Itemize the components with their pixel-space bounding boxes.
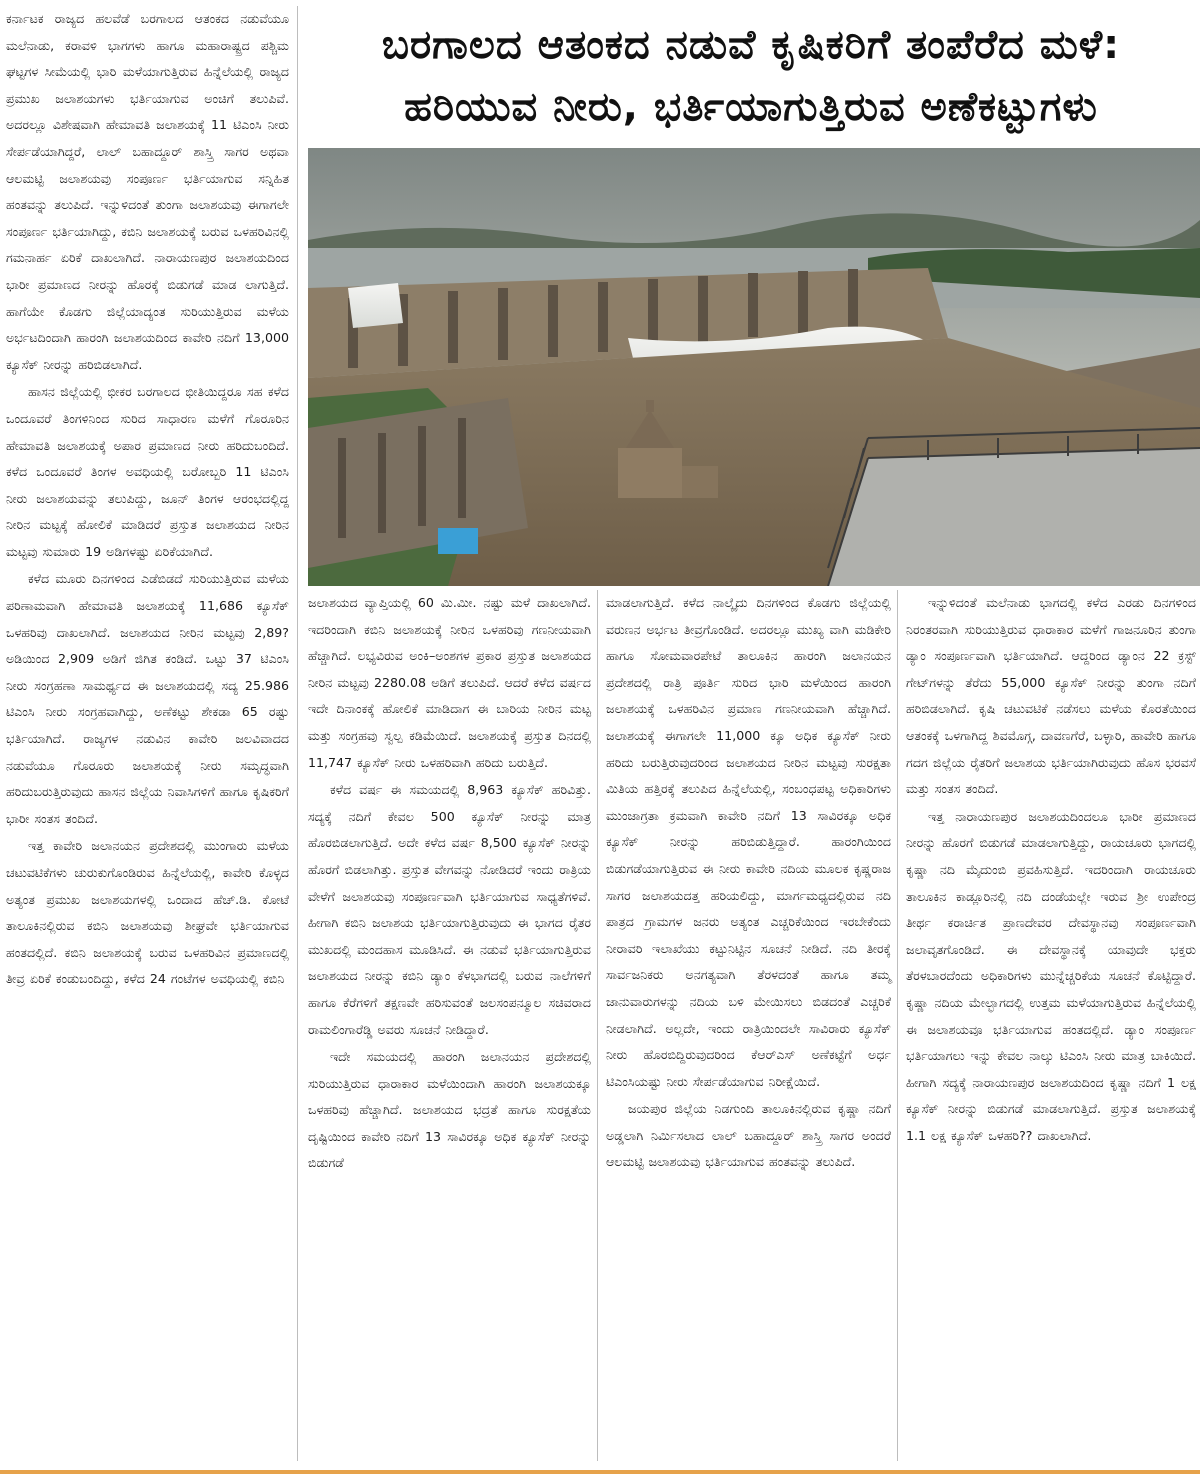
col1-paragraph-3: ಇದೇ ಸಮಯದಲ್ಲಿ ಹಾರಂಗಿ ಜಲಾನಯನ ಪ್ರದೇಶದಲ್ಲಿ ಸುರಿಯುತ್ತಿರುವ ಧಾರಾಕಾರ ಮಳೆಯಿಂದಾಗಿ ಹಾರಂಗಿ ಜಲಾಶಯಕ್ಕೂ ಒಳಹರಿವು ಹೆಚ್ಚಾಗಿದೆ. ಜಲಾಶಯದ ಭದ್ರತೆ ಹಾಗೂ ಸುರಕ್ಷತೆಯ ದೃಷ್ಟಿಯಿಂದ ಕಾವೇರಿ ನದಿಗೆ 13 ಸಾವಿರಕ್ಕೂ ಅಧಿಕ ಕ್ಯೂಸೆಕ್ ನೀರನ್ನು ಬಿಡುಗಡೆ [308, 1049, 591, 1171]
dam-illustration [308, 148, 1200, 586]
article-column-3 [906, 590, 1196, 1461]
left-article-column [6, 6, 298, 1461]
headline-line-2: ಹರಿಯುವ ನೀರು, ಭರ್ತಿಯಾಗುತ್ತಿರುವ ಅಣೆಕಟ್ಟುಗಳು [404, 84, 1098, 130]
col2-paragraph-2: ಜಯಪುರ ಜಿಲ್ಲೆಯ ನಿಡಗುಂದಿ ತಾಲೂಕಿನಲ್ಲಿರುವ ಕೃಷ್ಣಾ ನದಿಗೆ ಅಡ್ಡಲಾಗಿ ನಿರ್ಮಿಸಲಾದ ಲಾಲ್ ಬಹಾದ್ದೂರ್ ಶಾಸ್ತ್ರಿ ಸಾಗರ ಅಂದರೆ ಆಲಮಟ್ಟಿ ಜಲಾಶಯವು ಭರ್ತಿಯಾಗುವ ಹಂತವನ್ನು ತಲುಪಿದೆ. [606, 1101, 891, 1170]
left-paragraph-1: ಕರ್ನಾಟಕ ರಾಜ್ಯದ ಹಲವೆಡೆ ಬರಗಾಲದ ಆತಂಕದ ನಡುವೆಯೂ ಮಲೆನಾಡು, ಕರಾವಳಿ ಭಾಗಗಳು ಹಾಗೂ ಮಹಾರಾಷ್ಟ್ರದ ಪಶ್ಚಿಮ ಘಟ್ಟಗಳ ಸೀಮೆಯಲ್ಲಿ ಭಾರಿ ಮಳೆಯಾಗುತ್ತಿರುವ ಹಿನ್ನೆಲೆಯಲ್ಲಿ ರಾಜ್ಯದ ಪ್ರಮುಖ ಜಲಾಶಯಗಳು ಭರ್ತಿಯಾಗುವ ಅಂಚಿಗೆ ತಲುಪಿವೆ. ಅದರಲ್ಲೂ ವಿಶೇಷವಾಗಿ ಹೇಮಾವತಿ ಜಲಾಶಯಕ್ಕೆ 11 ಟಿಎಂಸಿ ನೀರು ಸೇರ್ಪಡೆಯಾಗಿದ್ದರೆ, ಲಾಲ್ ಬಹಾದ್ದೂರ್ ಶಾಸ್ತ್ರಿ ಸಾಗರ ಅಥವಾ ಆಲಮಟ್ಟಿ ಜಲಾಶಯವು ಸಂಪೂರ್ಣ ಭರ್ತಿಯಾಗುವ ಸನ್ನಿಹಿತ ಹಂತವನ್ನು ತಲುಪಿದೆ. ಇನ್ನುಳಿದಂತೆ ತುಂಗಾ ಜಲಾಶಯವು ಈಗಾಗಲೇ ಸಂಪೂರ್ಣ ಭರ್ತಿಯಾಗಿದ್ದು, ಕಬಿನಿ ಜಲಾಶಯಕ್ಕೆ ಬರುವ ಒಳಹರಿವಿನಲ್ಲಿ ಗಮನಾರ್ಹ ಏರಿಕೆ ದಾಖಲಾಗಿದೆ. ನಾರಾಯಣಪುರ ಜಲಾಶಯದಿಂದ ಭಾರೀ ಪ್ರಮಾಣದ ನೀರನ್ನು ಹೊರಕ್ಕೆ ಬಿಡುಗಡೆ ಮಾಡ ಲಾಗುತ್ತಿದೆ. ಹಾಗೆಯೇ ಕೊಡಗು ಜಿಲ್ಲೆಯಾದ್ಯಂತ ಸುರಿಯುತ್ತಿರುವ ಮಳೆಯ ಅರ್ಭಟದಿಂದಾಗಿ ಹಾರಂಗಿ ಜಲಾಶಯದಿಂದ ಕಾವೇರಿ ನದಿಗೆ 13,000 ಕ್ಯೂಸೆಕ್ ನೀರನ್ನು ಹರಿಬಿಡಲಾಗಿದೆ. [6, 11, 289, 372]
col2-paragraph-1: ಮಾಡಲಾಗುತ್ತಿದೆ. ಕಳೆದ ನಾಲ್ಕೈದು ದಿನಗಳಿಂದ ಕೊಡಗು ಜಿಲ್ಲೆಯಲ್ಲಿ ವರುಣನ ಅರ್ಭಟ ತೀವ್ರಗೊಂಡಿದೆ. ಅದರಲ್ಲೂ ಮುಖ್ಯ ವಾಗಿ ಮಡಿಕೇರಿ ಹಾಗೂ ಸೋಮವಾರಪೇಟೆ ತಾಲೂಕಿನ ಹಾರಂಗಿ ಜಲಾನಯನ ಪ್ರದೇಶದಲ್ಲಿ ರಾತ್ರಿ ಪೂರ್ತಿ ಸುರಿದ ಭಾರಿ ಮಳೆಯಿಂದ ಹಾರಂಗಿ ಜಲಾಶಯಕ್ಕೆ ಒಳಹರಿವಿನ ಪ್ರಮಾಣ ಗಣನೀಯವಾಗಿ ಹೆಚ್ಚಾಗಿದೆ. ಜಲಾಶಯಕ್ಕೆ ಈಗಾಗಲೇ 11,000 ಕ್ಕೂ ಅಧಿಕ ಕ್ಯೂಸೆಕ್ ನೀರು ಹರಿದು ಬರುತ್ತಿರುವುದರಿಂದ ಜಲಾಶಯದ ನೀರಿನ ಮಟ್ಟವು ಸುರಕ್ಷತಾ ಮಿತಿಯ ಹತ್ತಿರಕ್ಕೆ ತಲುಪಿದ ಹಿನ್ನೆಲೆಯಲ್ಲಿ, ಸಂಬಂಧಪಟ್ಟ ಅಧಿಕಾರಿಗಳು ಮುಂಜಾಗ್ರತಾ ಕ್ರಮವಾಗಿ ಕಾವೇರಿ ನದಿಗೆ 13 ಸಾವಿರಕ್ಕೂ ಅಧಿಕ ಕ್ಯೂಸೆಕ್ ನೀರನ್ನು ಹರಿಬಿಡುತ್ತಿದ್ದಾರೆ. ಹಾರಂಗಿಯಿಂದ ಬಿಡುಗಡೆಯಾಗುತ್ತಿರುವ ಈ ನೀರು ಕಾವೇರಿ ನದಿಯ ಮೂಲಕ ಕೃಷ್ಣರಾಜ ಸಾಗರ ಜಲಾಶಯದತ್ತ ಹರಿಯಲಿದ್ದು, ಮಾರ್ಗಮಧ್ಯದಲ್ಲಿರುವ ನದಿ ಪಾತ್ರದ ಗ್ರಾಮಗಳ ಜನರು ಅತ್ಯಂತ ಎಚ್ಚರಿಕೆಯಿಂದ ಇರಬೇಕೆಂದು ನೀರಾವರಿ ಇಲಾಖೆಯು ಕಟ್ಟುನಿಟ್ಟಿನ ಸೂಚನೆ ನೀಡಿದೆ. ನದಿ ತೀರಕ್ಕೆ ಸಾರ್ವಜನಿಕರು ಅನಗತ್ಯವಾಗಿ ತೆರಳದಂತೆ ಹಾಗೂ ತಮ್ಮ ಜಾನುವಾರುಗಳನ್ನು ನದಿಯ ಬಳಿ ಮೇಯಿಸಲು ಬಿಡದಂತೆ ಎಚ್ಚರಿಕೆ ನೀಡಲಾಗಿದೆ. ಅಲ್ಲದೇ, ಇಂದು ರಾತ್ರಿಯಿಂದಲೇ ಸಾವಿರಾರು ಕ್ಯೂಸೆಕ್ ನೀರು ಹೊರಬಿದ್ದಿರುವುದರಿಂದ ಕೆಆರ್‌ಎಸ್ ಅಣೆಕಟ್ಟೆಗೆ ಅರ್ಧ ಟಿಎಂಸಿಯಷ್ಟು ನೀರು ಸೇರ್ಪಡೆಯಾಗುವ ನಿರೀಕ್ಷೆಯಿದೆ. [606, 595, 891, 1089]
col1-paragraph-2: ಕಳೆದ ವರ್ಷ ಈ ಸಮಯದಲ್ಲಿ 8,963 ಕ್ಯೂಸೆಕ್ ಹರಿವಿತ್ತು. ಸದ್ಯಕ್ಕೆ ನದಿಗೆ ಕೇವಲ 500 ಕ್ಯೂಸೆಕ್ ನೀರನ್ನು ಮಾತ್ರ ಹೊರಬಿಡಲಾಗುತ್ತಿದೆ. ಅದೇ ಕಳೆದ ವರ್ಷ 8,500 ಕ್ಯೂಸೆಕ್ ನೀರನ್ನು ಹೊರಗೆ ಬಿಡಲಾಗಿತ್ತು. ಪ್ರಸ್ತುತ ವೇಗವನ್ನು ನೋಡಿದರೆ ಇಂದು ರಾತ್ರಿಯ ವೇಳೆಗೆ ಜಲಾಶಯವು ಸಂಪೂರ್ಣವಾಗಿ ಭರ್ತಿಯಾಗುವ ಸಾಧ್ಯತೆಗಳಿವೆ. ಹೀಗಾಗಿ ಕಬಿನಿ ಜಲಾಶಯ ಭರ್ತಿಯಾಗುತ್ತಿರುವುದು ಈ ಭಾಗದ ರೈತರ ಮುಖದಲ್ಲಿ ಮಂದಹಾಸ ಮೂಡಿಸಿದೆ. ಈ ನಡುವೆ ಭರ್ತಿಯಾಗುತ್ತಿರುವ ಜಲಾಶಯದ ನೀರನ್ನು ಕಬಿನಿ ಡ್ಯಾಂ ಕೆಳಭಾಗದಲ್ಲಿ ಬರುವ ನಾಲೆಗಳಿಗೆ ಹಾಗೂ ಕೆರೆಗಳಿಗೆ ತಕ್ಷಣವೇ ಹರಿಸುವಂತೆ ಜಲಸಂಪನ್ಮೂಲ ಸಚಿವರಾದ ರಾಮಲಿಂಗಾರೆಡ್ಡಿ ಅವರು ಸೂಚನೆ ನೀಡಿದ್ದಾರೆ. [308, 782, 591, 1037]
headline-line-1: ಬರಗಾಲದ ಆತಂಕದ ನಡುವೆ ಕೃಷಿಕರಿಗೆ ತಂಪೆರೆದ ಮಳೆ: [381, 22, 1121, 68]
bottom-accent-rule [0, 1470, 1200, 1474]
page-headline [306, 14, 1196, 142]
viewing-deck [828, 448, 1200, 586]
dam-photo [308, 148, 1200, 586]
left-paragraph-4: ಇತ್ತ ಕಾವೇರಿ ಜಲಾನಯನ ಪ್ರದೇಶದಲ್ಲಿ ಮುಂಗಾರು ಮಳೆಯ ಚಟುವಟಿಕೆಗಳು ಚುರುಕುಗೊಂಡಿರುವ ಹಿನ್ನೆಲೆಯಲ್ಲಿ, ಕಾವೇರಿ ಕೊಳ್ಳದ ಅತ್ಯಂತ ಪ್ರಮುಖ ಜಲಾಶಯಗಳಲ್ಲಿ ಒಂದಾದ ಹೆಚ್.ಡಿ. ಕೋಟೆ ತಾಲೂಕಿನಲ್ಲಿರುವ ಕಬಿನಿ ಜಲಾಶಯವು ಶೀಘ್ರವೇ ಭರ್ತಿಯಾಗುವ ಹಂತದಲ್ಲಿದೆ. ಕಬಿನಿ ಜಲಾಶಯಕ್ಕೆ ಬರುವ ಒಳಹರಿವಿನ ಪ್ರಮಾಣದಲ್ಲಿ ತೀವ್ರ ಏರಿಕೆ ಕಂಡುಬಂದಿದ್ದು, ಕಳೆದ 24 ಗಂಟೆಗಳ ಅವಧಿಯಲ್ಲಿ ಕಬಿನಿ [6, 838, 289, 987]
left-paragraph-2: ಹಾಸನ ಜಿಲ್ಲೆಯಲ್ಲಿ ಭೀಕರ ಬರಗಾಲದ ಭೀತಿಯಿದ್ದರೂ ಸಹ ಕಳೆದ ಒಂದೂವರೆ ತಿಂಗಳಿನಿಂದ ಸುರಿದ ಸಾಧಾರಣ ಮಳೆಗೆ ಗೊರೂರಿನ ಹೇಮಾವತಿ ಜಲಾಶಯಕ್ಕೆ ಅಪಾರ ಪ್ರಮಾಣದ ನೀರು ಹರಿದುಬಂದಿದೆ. ಕಳೆದ ಒಂದೂವರೆ ತಿಂಗಳ ಅವಧಿಯಲ್ಲಿ ಬರೋಬ್ಬರಿ 11 ಟಿಎಂಸಿ ನೀರು ಜಲಾಶಯವನ್ನು ತಲುಪಿದ್ದು, ಜೂನ್ ತಿಂಗಳ ಆರಂಭದಲ್ಲಿದ್ದ ನೀರಿನ ಮಟ್ಟಕ್ಕೆ ಹೋಲಿಕೆ ಮಾಡಿದರೆ ಪ್ರಸ್ತುತ ಜಲಾಶಯದ ನೀರಿನ ಮಟ್ಟವು ಸುಮಾರು 19 ಅಡಿಗಳಷ್ಟು ಏರಿಕೆಯಾಗಿದೆ. [6, 384, 289, 559]
article-column-1 [308, 590, 598, 1461]
left-paragraph-3: ಕಳೆದ ಮೂರು ದಿನಗಳಿಂದ ಎಡೆಬಿಡದೆ ಸುರಿಯುತ್ತಿರುವ ಮಳೆಯ ಪರಿಣಾಮವಾಗಿ ಹೇಮಾವತಿ ಜಲಾಶಯಕ್ಕೆ 11,686 ಕ್ಯೂಸೆಕ್ ಒಳಹರಿವು ದಾಖಲಾಗಿದೆ. ಜಲಾಶಯದ ನೀರಿನ ಮಟ್ಟವು 2,89? ಅಡಿಯಿಂದ 2,909 ಅಡಿಗೆ ಜಿಗಿತ ಕಂಡಿದೆ. ಒಟ್ಟು 37 ಟಿಎಂಸಿ ನೀರು ಸಂಗ್ರಹಣಾ ಸಾಮರ್ಥ್ಯದ ಈ ಜಲಾಶಯದಲ್ಲಿ ಸದ್ಯ 25.986 ಟಿಎಂಸಿ ನೀರು ಸಂಗ್ರಹವಾಗಿದ್ದು, ಅಣೆಕಟ್ಟು ಶೇಕಡಾ 65 ರಷ್ಟು ಭರ್ತಿಯಾಗಿದೆ. ರಾಜ್ಯಗಳ ನಡುವಿನ ಕಾವೇರಿ ಜಲವಿವಾದದ ನಡುವೆಯೂ ಗೊರೂರು ಜಲಾಶಯಕ್ಕೆ ನೀರು ಸಮೃದ್ಧವಾಗಿ ಹರಿದುಬರುತ್ತಿರುವುದು ಹಾಸನ ಜಿಲ್ಲೆಯ ನಿವಾಸಿಗಳಿಗೆ ಹಾಗೂ ಕೃಷಿಕರಿಗೆ ಭಾರೀ ಸಂತಸ ತಂದಿದೆ. [6, 571, 289, 826]
article-column-2 [606, 590, 898, 1461]
col3-paragraph-2: ಇತ್ತ ನಾರಾಯಣಪುರ ಜಲಾಶಯದಿಂದಲೂ ಭಾರೀ ಪ್ರಮಾಣದ ನೀರನ್ನು ಹೊರಗೆ ಬಿಡುಗಡೆ ಮಾಡಲಾಗುತ್ತಿದ್ದು, ರಾಯಚೂರು ಭಾಗದಲ್ಲಿ ಕೃಷ್ಣಾ ನದಿ ಮೈದುಂಬಿ ಪ್ರವಹಿಸುತ್ತಿದೆ. ಇದರಿಂದಾಗಿ ರಾಯಚೂರು ತಾಲೂಕಿನ ಕಾಡ್ಲೂರಿನಲ್ಲಿ ನದಿ ದಂಡೆಯಲ್ಲೇ ಇರುವ ಶ್ರೀ ಉಪೇಂದ್ರ ತೀರ್ಥ ಕರಾರ್ಚಿತ ಪ್ರಾಣದೇವರ ದೇವಸ್ಥಾನವು ಸಂಪೂರ್ಣವಾಗಿ ಜಲಾವೃತಗೊಂಡಿದೆ. ಈ ದೇವಸ್ಥಾನಕ್ಕೆ ಯಾವುದೇ ಭಕ್ತರು ತೆರಳಬಾರದೆಂದು ಅಧಿಕಾರಿಗಳು ಮುನ್ನೆಚ್ಚರಿಕೆಯ ಸೂಚನೆ ಕೊಟ್ಟಿದ್ದಾರೆ. ಕೃಷ್ಣಾ ನದಿಯ ಮೇಲ್ಭಾಗದಲ್ಲಿ ಉತ್ತಮ ಮಳೆಯಾಗುತ್ತಿರುವ ಹಿನ್ನೆಲೆಯಲ್ಲಿ ಈ ಜಲಾಶಯವೂ ಭರ್ತಿಯಾಗುವ ಹಂತದಲ್ಲಿದೆ. ಡ್ಯಾಂ ಸಂಪೂರ್ಣ ಭರ್ತಿಯಾಗಲು ಇನ್ನು ಕೇವಲ ನಾಲ್ಕು ಟಿಎಂಸಿ ನೀರು ಮಾತ್ರ ಬಾಕಿಯಿದೆ. ಹೀಗಾಗಿ ಸದ್ಯಕ್ಕೆ ನಾರಾಯಣಪುರ ಜಲಾಶಯದಿಂದ ಕೃಷ್ಣಾ ನದಿಗೆ 1 ಲಕ್ಷ ಕ್ಯೂಸೆಕ್ ನೀರನ್ನು ಬಿಡುಗಡೆ ಮಾಡಲಾಗುತ್ತಿದೆ. ಪ್ರಸ್ತುತ ಜಲಾಶಯಕ್ಕೆ 1.1 ಲಕ್ಷ ಕ್ಯೂಸೆಕ್ ಒಳಹರಿ?? ದಾಖಲಾಗಿದೆ. [906, 808, 1196, 1143]
col1-paragraph-1: ಜಲಾಶಯದ ವ್ಯಾಪ್ತಿಯಲ್ಲಿ 60 ಮಿ.ಮೀ. ನಷ್ಟು ಮಳೆ ದಾಖಲಾಗಿದೆ. ಇದರಿಂದಾಗಿ ಕಬಿನಿ ಜಲಾಶಯಕ್ಕೆ ನೀರಿನ ಒಳಹರಿವು ಗಣನೀಯವಾಗಿ ಹೆಚ್ಚಾಗಿದೆ. ಲಭ್ಯವಿರುವ ಅಂಕಿ–ಅಂಶಗಳ ಪ್ರಕಾರ ಪ್ರಸ್ತುತ ಜಲಾಶಯದ ನೀರಿನ ಮಟ್ಟವು 2280.08 ಅಡಿಗೆ ತಲುಪಿದೆ. ಆದರೆ ಕಳೆದ ವರ್ಷದ ಇದೇ ದಿನಾಂಕಕ್ಕೆ ಹೋಲಿಕೆ ಮಾಡಿದಾಗ ಈ ಬಾರಿಯ ನೀರಿನ ಮಟ್ಟ ಮತ್ತು ಸಂಗ್ರಹವು ಸ್ವಲ್ಪ ಕಡಿಮೆಯಿದೆ. ಜಲಾಶಯಕ್ಕೆ ಪ್ರಸ್ತುತ ದಿನದಲ್ಲಿ 11,747 ಕ್ಯೂಸೆಕ್ ನೀರು ಒಳಹರಿವಾಗಿ ಹರಿದು ಬರುತ್ತಿದೆ. [308, 595, 591, 770]
col3-paragraph-1: ಇನ್ನುಳಿದಂತೆ ಮಲೆನಾಡು ಭಾಗದಲ್ಲಿ ಕಳೆದ ಎರಡು ದಿನಗಳಿಂದ ನಿರಂತರವಾಗಿ ಸುರಿಯುತ್ತಿರುವ ಧಾರಾಕಾರ ಮಳೆಗೆ ಗಾಜನೂರಿನ ತುಂಗಾ ಡ್ಯಾಂ ಸಂಪೂರ್ಣವಾಗಿ ಭರ್ತಿಯಾಗಿದೆ. ಆದ್ದರಿಂದ ಡ್ಯಾಂನ 22 ಕ್ರಸ್ಟ್ ಗೇಟ್‌ಗಳನ್ನು ತೆರೆದು 55,000 ಕ್ಯೂಸೆಕ್ ನೀರನ್ನು ತುಂಗಾ ನದಿಗೆ ಹರಿಬಿಡಲಾಗಿದೆ. ಕೃಷಿ ಚಟುವಟಿಕೆ ನಡೆಸಲು ಮಳೆಯ ಕೊರತೆಯಿಂದ ಆತಂಕಕ್ಕೆ ಒಳಗಾಗಿದ್ದ ಶಿವಮೊಗ್ಗ, ದಾವಣಗೆರೆ, ಬಳ್ಳಾರಿ, ಹಾವೇರಿ ಹಾಗೂ ಗದಗ ಜಿಲ್ಲೆಯ ರೈತರಿಗೆ ಜಲಾಶಯ ಭರ್ತಿಯಾಗಿರುವುದು ಹೊಸ ಭರವಸೆ ಮತ್ತು ಸಂತಸ ತಂದಿದೆ. [906, 595, 1196, 797]
